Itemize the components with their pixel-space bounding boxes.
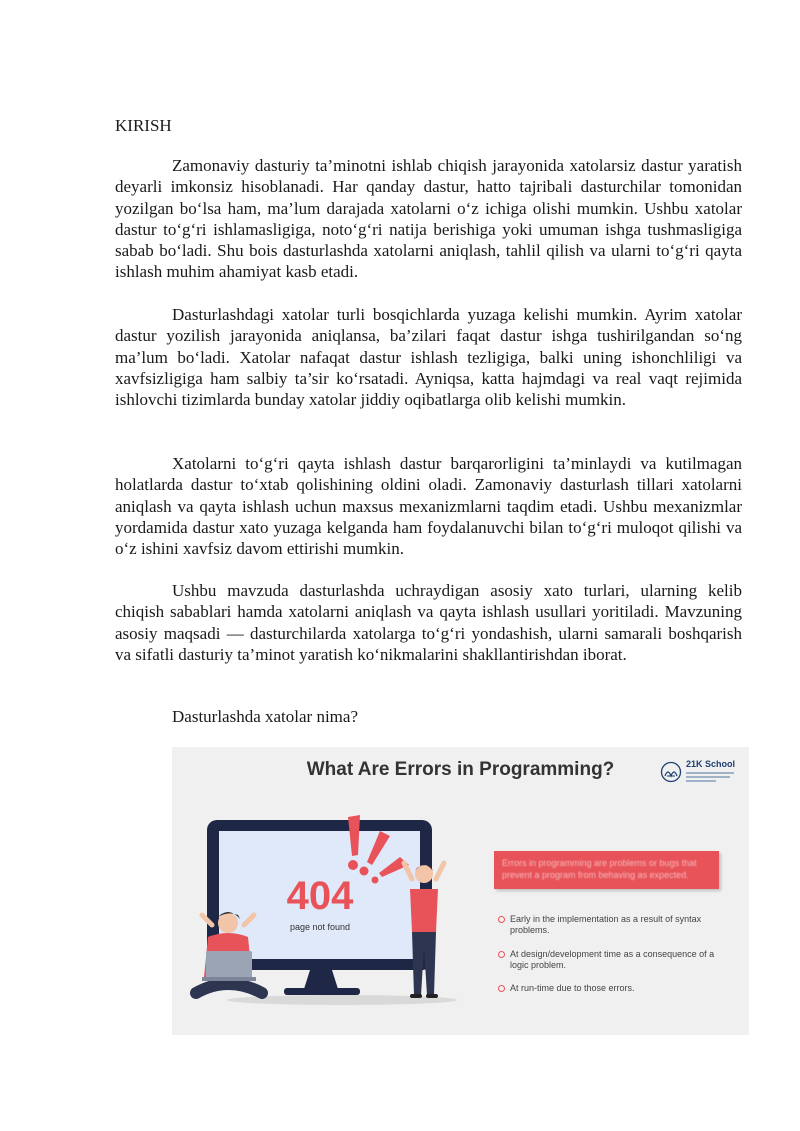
error-code: 404 xyxy=(286,874,354,918)
bullet-text: At design/development time as a consequence of a logic problem. xyxy=(510,949,715,970)
paragraph-3: Xatolarni to‘g‘ri qayta ishlash dastur barqarorligini ta’minlaydi va kutilmagan holatlarda dastur to‘xtab qolishining oldini oladi. Zamonaviy dasturlash tillari xatolarni aniqlash va qayta ishlash uchun maxsus mexanizmlarni taqdim etadi. Ushbu mexanizmlar yordamida dastur xato yuzaga kelganda ham foydalanuvchi bilan to‘g‘ri muloqot qilishi va o‘z ishini xavfsiz davom ettirishi mumkin. xyxy=(115,454,742,559)
section-heading: KIRISH xyxy=(115,116,172,135)
bullet-dot-icon xyxy=(498,916,505,923)
errors-figure xyxy=(172,747,749,1035)
paragraph-1: Zamonaviy dasturiy ta’minotni ishlab chiqish jarayonida xatolarsiz dastur yaratish deyarli imkonsiz hisoblanadi. Har qanday dastur, hatto tajribali dasturchilar tomonidan yozilgan bo‘lsa ham, ma’lum darajada xatolarni o‘z ichiga olishi mumkin. Ushbu xatolar dastur to‘g‘ri ishlamasligiga, noto‘g‘ri natija berishiga yoki umuman ishga tushmasligiga sabab bo‘ladi. Shu bois dasturlashda xatolarni aniqlash, tahlil qilish va ularni to‘g‘ri qayta ishlash muhim ahamiyat kasb etadi. xyxy=(115,156,742,282)
callout-text: Errors in programming are problems or bugs that prevent a program from behaving as expected. xyxy=(502,858,697,880)
laptop-icon xyxy=(206,951,252,979)
definition-callout xyxy=(494,851,719,889)
bullet-item xyxy=(510,914,720,936)
bullet-text: Early in the implementation as a result of syntax problems. xyxy=(510,914,702,935)
subheading: Dasturlashda xatolar nima? xyxy=(172,707,358,726)
logo-text: 21K School xyxy=(686,759,736,769)
error-message: page not found xyxy=(289,922,351,932)
bullet-text: At run-time due to those errors. xyxy=(510,983,635,993)
monitor-base xyxy=(284,988,360,995)
figure-title: What Are Errors in Programming? xyxy=(306,759,615,780)
bullet-dot-icon xyxy=(498,985,505,992)
bullet-item xyxy=(510,983,720,994)
paragraph-2: Dasturlashdagi xatolar turli bosqichlarda yuzaga kelishi mumkin. Ayrim xatolar dastur yozilish jarayonida aniqlansa, ba’zilari faqat dastur ishga tushirilgandan so‘ng ma’lum bo‘ladi. Xatolar nafaqat dastur ishlash tezligiga, balki uning ishonchliligi va xavfsizligiga ham salbiy ta’sir ko‘rsatadi. Ayniqsa, katta hajmdagi va real vaqt rejimida ishlovchi tizimlarda bunday xatolar jiddiy oqibatlarga olib kelishi mumkin. xyxy=(115,305,742,410)
paragraph-4: Ushbu mavzuda dasturlashda uchraydigan asosiy xato turlari, ularning kelib chiqish sabablari hamda xatolarni aniqlash va qayta ishlash usullari yoritiladi. Mavzuning asosiy maqsadi — dasturchilarda xatolarga to‘g‘ri yondashish, ularni samarali boshqarish va sifatli dasturiy ta’minot yaratish ko‘nikmalarini shakllantirishdan iborat. xyxy=(115,581,742,664)
bullet-item xyxy=(510,949,720,971)
monitor-stand xyxy=(304,970,338,989)
bullet-dot-icon xyxy=(498,951,505,958)
